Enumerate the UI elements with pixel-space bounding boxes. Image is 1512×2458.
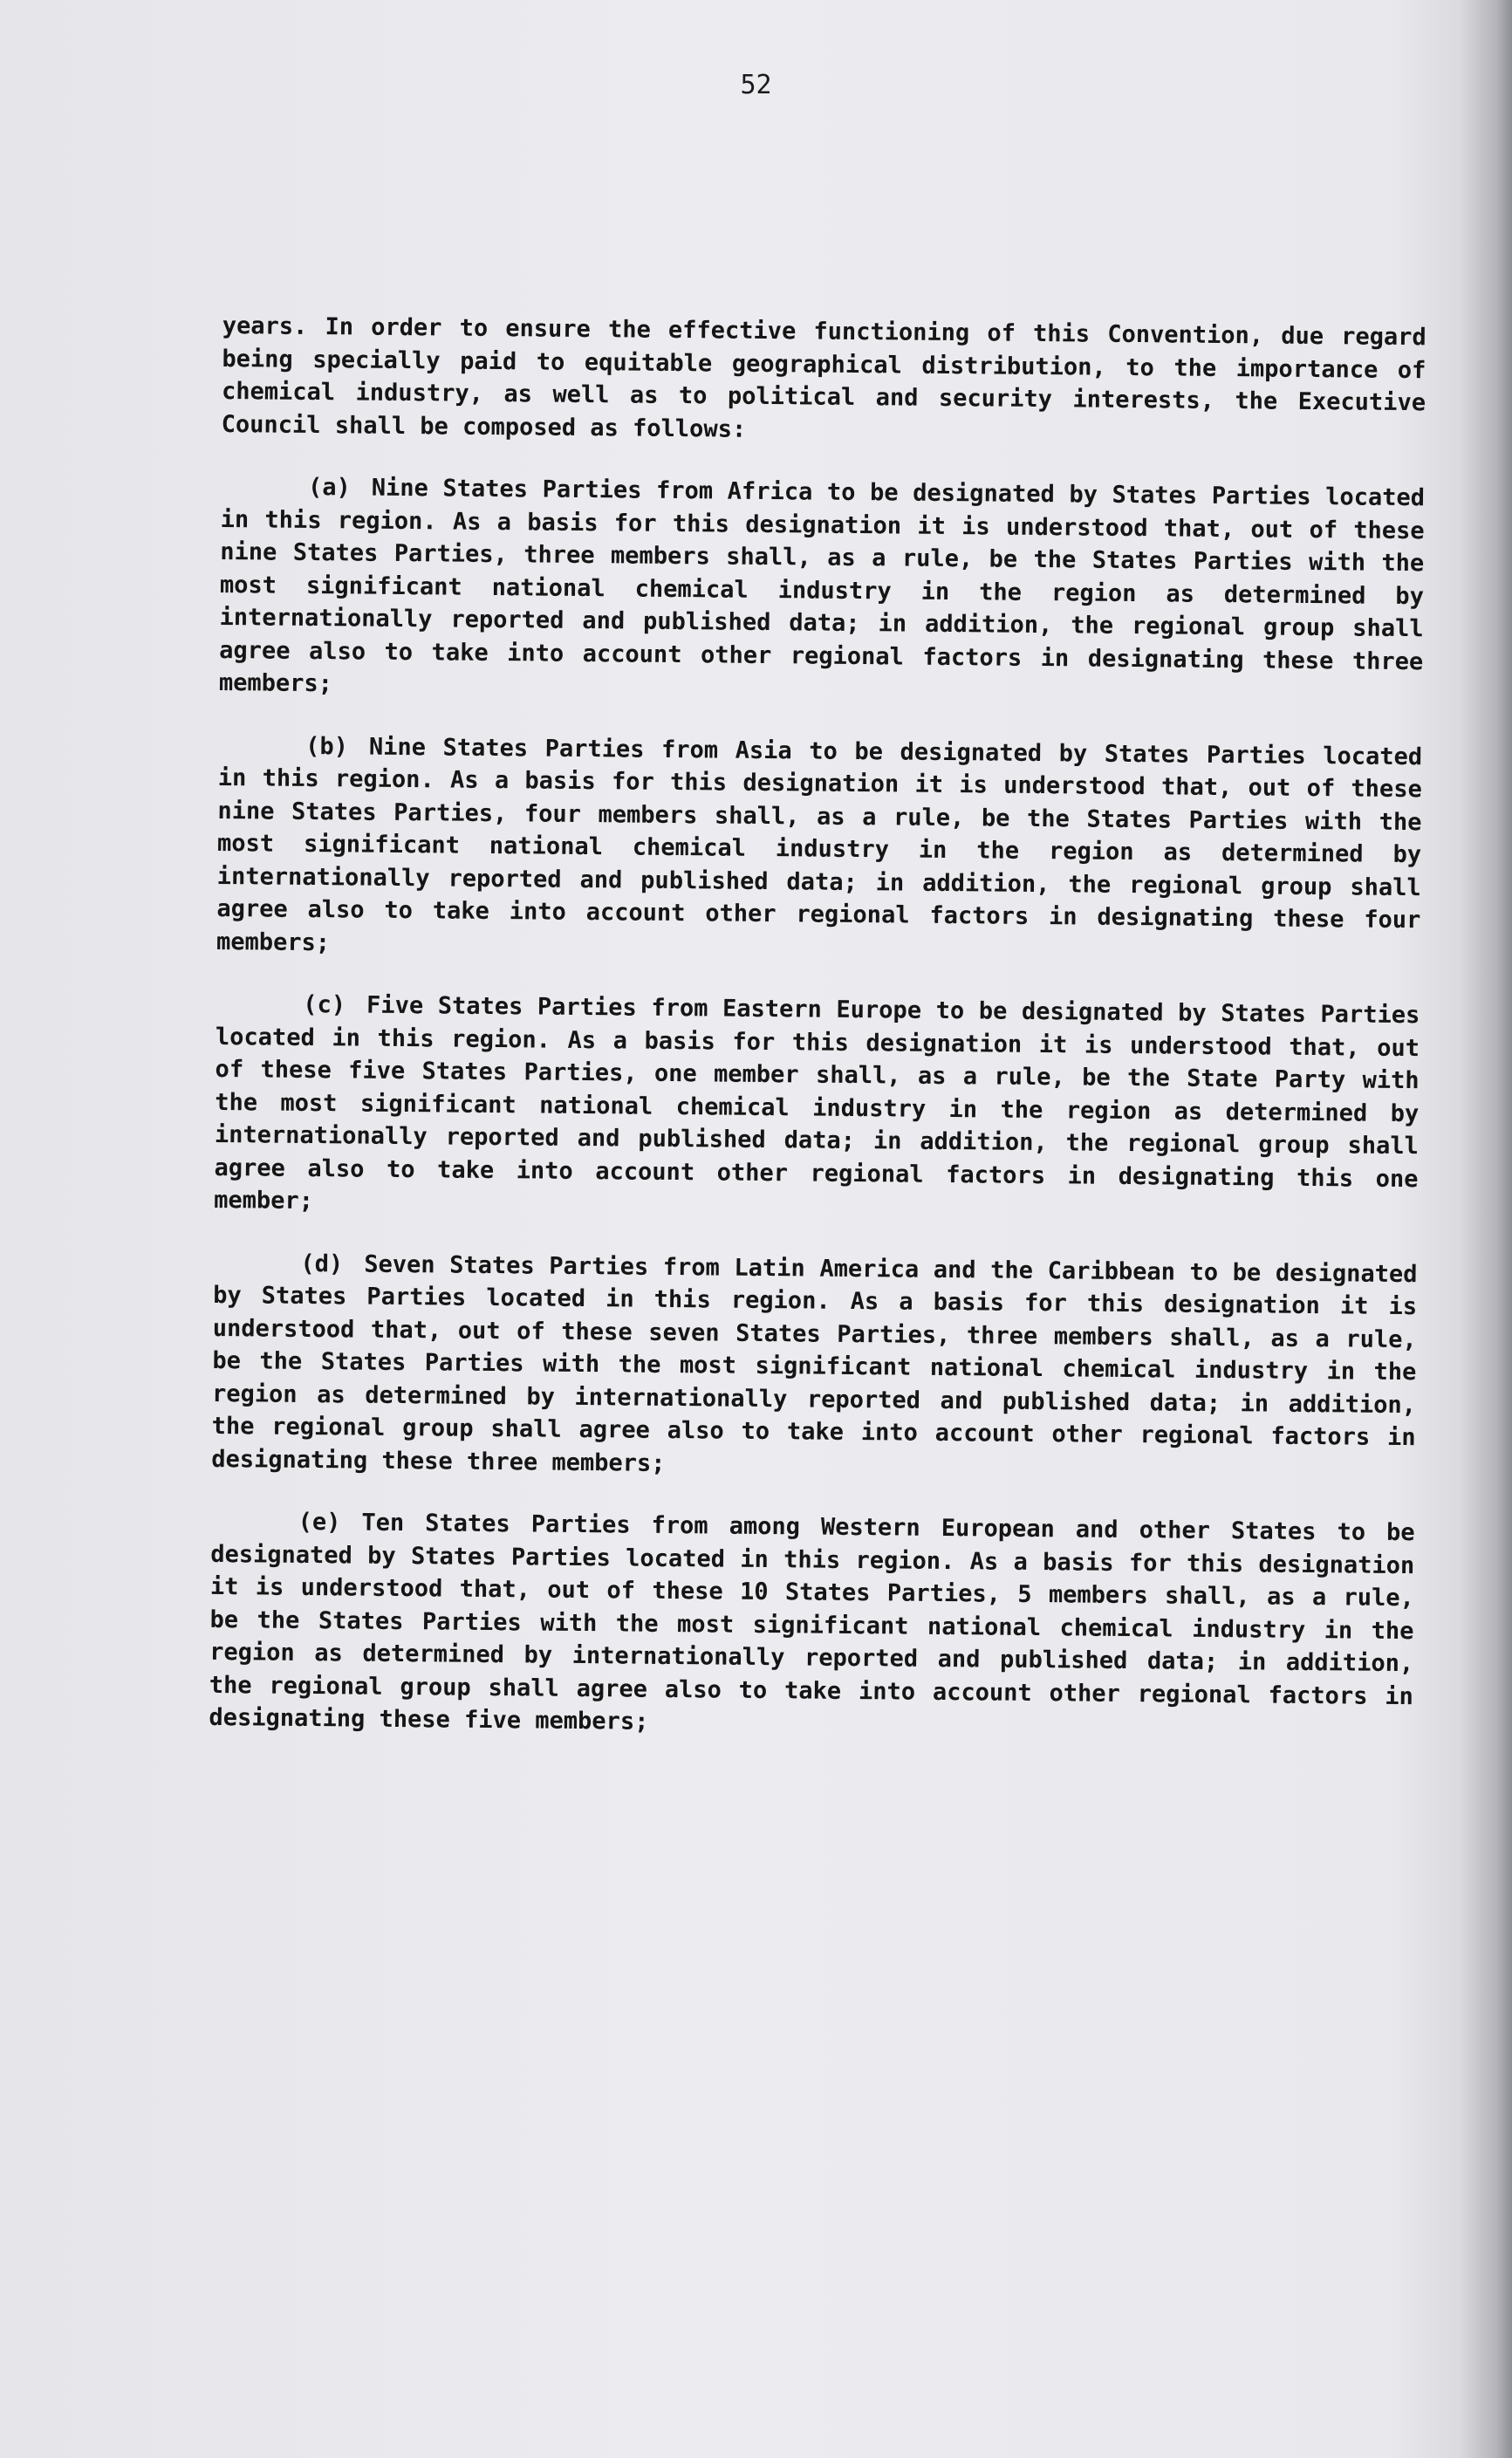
- list-item-b: [216, 729, 1422, 969]
- page-edge-shadow: [1460, 0, 1512, 2458]
- item-label: (a): [307, 473, 351, 502]
- list-item-a: [219, 470, 1425, 711]
- item-text: Five States Parties from Eastern Europe to be designated by States Parties located in this region. As a basis for this designation it is understood that, out of these five States Parties, one member shall, as a rule, be the State Party with the most significant national chemical industry in the region as determined by internationally reported and published data; in addition, the regional group shall agree also to take into account other regional factors in designating this one member;: [214, 991, 1420, 1215]
- intro-paragraph: years. In order to ensure the effective functioning of this Convention, due regard being specially paid to equitable geographical distribution, to the importance of chemical industry, as well as to political and security interests, the Executive Council shall be composed as follows:: [221, 312, 1426, 443]
- list-item-d: [211, 1246, 1417, 1487]
- item-label: (b): [305, 732, 349, 760]
- item-label: (d): [300, 1250, 344, 1277]
- document-body: [209, 310, 1426, 1776]
- item-label: (e): [298, 1508, 341, 1537]
- item-label: (c): [303, 990, 346, 1019]
- page-number: 52: [740, 70, 772, 100]
- item-text: Ten States Parties from among Western European and other States to be designated by States Parties located in this region. As a basis for this designation it is understood that, out of these 10 States Parties, 5 members shall, as a rule, be the States Parties with the most significant national chemical industry in the region as determined by internationally reported and published data; in addition, the regional group shall agree also to take into account other regional factors in designating these five members;: [209, 1509, 1415, 1736]
- item-text: Nine States Parties from Asia to be designated by States Parties located in this region. As a basis for this designation it is understood that, out of these nine States Parties, four members shall, as a rule, be the States Parties with the most significant national chemical industry in the region as determined by internationally reported and published data; in addition, the regional group shall agree also to take into account other regional factors in designating these four members;: [216, 733, 1423, 956]
- item-text: Seven States Parties from Latin America and the Caribbean to be designated by States Parties located in this region. As a basis for this designation it is understood that, out of these seven States Parties, three members shall, as a rule, be the States Parties with the most significant national chemical industry in the region as determined by internationally reported and published data; in addition, the regional group shall agree also to take into account other regional factors in designating these three members;: [211, 1250, 1418, 1477]
- item-text: Nine States Parties from Africa to be designated by States Parties located in this region. As a basis for this designation it is understood that, out of these nine States Parties, three members shall, as a rule, be the States Parties with the most significant national chemical industry in the region as determined by internationally reported and published data; in addition, the regional group shall agree also to take into account other regional factors in designating these three members;: [218, 474, 1426, 698]
- list-item-c: [214, 988, 1420, 1229]
- list-item-e: [209, 1505, 1414, 1746]
